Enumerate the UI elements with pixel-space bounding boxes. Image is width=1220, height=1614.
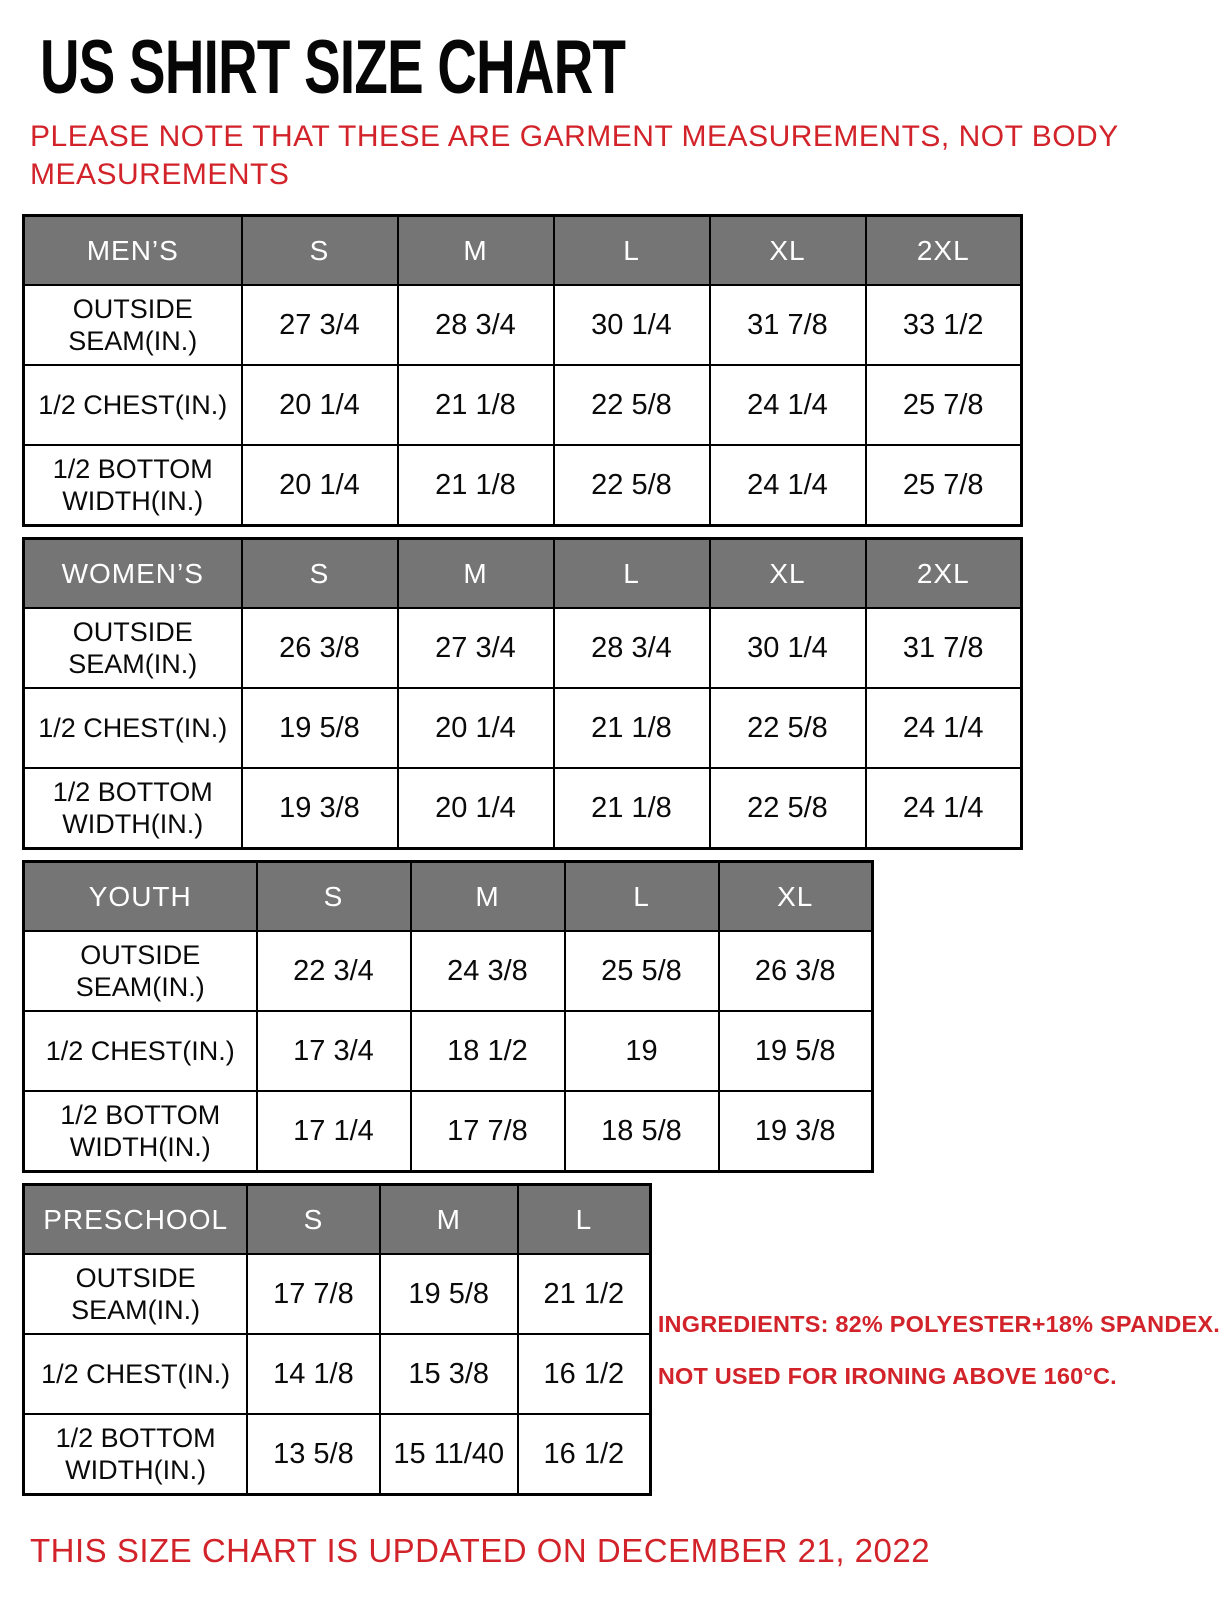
- value-cell: 20 1/4: [242, 365, 398, 445]
- size-header-women-s-l: L: [554, 538, 710, 608]
- row-label-cell: OUTSIDE SEAM(IN.): [24, 1254, 248, 1334]
- value-cell: 25 5/8: [565, 931, 719, 1011]
- table-row: [24, 285, 1022, 365]
- value-cell: 17 7/8: [247, 1254, 379, 1334]
- value-cell: 21 1/8: [398, 445, 554, 525]
- value-cell: 22 5/8: [554, 365, 710, 445]
- value-cell: 21 1/8: [554, 688, 710, 768]
- size-table-preschool: [22, 1183, 652, 1496]
- size-header-youth-l: L: [565, 861, 719, 931]
- table-row: [24, 1091, 873, 1171]
- table-row: [24, 1011, 873, 1091]
- row-label-cell: 1/2 BOTTOM WIDTH(IN.): [24, 445, 242, 525]
- table-row: [24, 365, 1022, 445]
- ingredients-line2: NOT USED FOR IRONING ABOVE 160°C.: [657, 1362, 1117, 1389]
- size-header-women-s-s: S: [242, 538, 398, 608]
- value-cell: 24 1/4: [866, 688, 1022, 768]
- value-cell: 19 3/8: [719, 1091, 873, 1171]
- value-cell: 19: [565, 1011, 719, 1091]
- value-cell: 26 3/8: [719, 931, 873, 1011]
- header-row-preschool: [24, 1184, 651, 1254]
- value-cell: 30 1/4: [554, 285, 710, 365]
- youth-table-slot: [22, 860, 1220, 1173]
- value-cell: 25 7/8: [866, 445, 1022, 525]
- row-label-cell: OUTSIDE SEAM(IN.): [24, 608, 242, 688]
- ingredients-line1: INGREDIENTS: 82% POLYESTER+18% SPANDEX.: [657, 1310, 1220, 1337]
- size-table-women-s: [22, 537, 1023, 850]
- value-cell: 24 1/4: [710, 365, 866, 445]
- preschool-table-slot: [22, 1183, 652, 1506]
- table-row: [24, 1254, 651, 1334]
- value-cell: 19 3/8: [242, 768, 398, 848]
- value-cell: 26 3/8: [242, 608, 398, 688]
- value-cell: 30 1/4: [710, 608, 866, 688]
- size-header-men-s-l: L: [554, 215, 710, 285]
- value-cell: 19 5/8: [380, 1254, 518, 1334]
- value-cell: 27 3/4: [398, 608, 554, 688]
- value-cell: 22 3/4: [257, 931, 411, 1011]
- value-cell: 16 1/2: [518, 1334, 650, 1414]
- value-cell: 20 1/4: [398, 688, 554, 768]
- group-header-women-s: WOMEN’S: [24, 538, 242, 608]
- group-header-men-s: MEN’S: [24, 215, 242, 285]
- value-cell: 19 5/8: [242, 688, 398, 768]
- header-row-youth: [24, 861, 873, 931]
- value-cell: 18 1/2: [411, 1011, 565, 1091]
- size-header-preschool-s: S: [247, 1184, 379, 1254]
- value-cell: 18 5/8: [565, 1091, 719, 1171]
- value-cell: 20 1/4: [398, 768, 554, 848]
- size-header-preschool-m: M: [380, 1184, 518, 1254]
- value-cell: 21 1/8: [554, 768, 710, 848]
- value-cell: 31 7/8: [710, 285, 866, 365]
- table-row: [24, 445, 1022, 525]
- row-label-cell: OUTSIDE SEAM(IN.): [24, 931, 257, 1011]
- header-row-men-s: [24, 215, 1022, 285]
- value-cell: 22 5/8: [710, 688, 866, 768]
- group-header-preschool: PRESCHOOL: [24, 1184, 248, 1254]
- value-cell: 16 1/2: [518, 1414, 650, 1494]
- value-cell: 28 3/4: [554, 608, 710, 688]
- table-row: [24, 768, 1022, 848]
- value-cell: 31 7/8: [866, 608, 1022, 688]
- row-label-cell: 1/2 CHEST(IN.): [24, 1011, 257, 1091]
- table-row: [24, 931, 873, 1011]
- value-cell: 24 1/4: [710, 445, 866, 525]
- size-header-women-s-2xl: 2XL: [866, 538, 1022, 608]
- value-cell: 15 3/8: [380, 1334, 518, 1414]
- row-label-cell: OUTSIDE SEAM(IN.): [24, 285, 242, 365]
- table-row: [24, 1414, 651, 1494]
- value-cell: 19 5/8: [719, 1011, 873, 1091]
- update-date-note: THIS SIZE CHART IS UPDATED ON DECEMBER 21, 2022: [30, 1531, 931, 1569]
- value-cell: 24 1/4: [866, 768, 1022, 848]
- value-cell: 22 5/8: [554, 445, 710, 525]
- value-cell: 33 1/2: [866, 285, 1022, 365]
- size-header-youth-m: M: [411, 861, 565, 931]
- value-cell: 13 5/8: [247, 1414, 379, 1494]
- value-cell: 21 1/8: [398, 365, 554, 445]
- value-cell: 22 5/8: [710, 768, 866, 848]
- preschool-row: [22, 1183, 1220, 1506]
- row-label-cell: 1/2 BOTTOM WIDTH(IN.): [24, 768, 242, 848]
- value-cell: 17 3/4: [257, 1011, 411, 1091]
- row-label-cell: 1/2 BOTTOM WIDTH(IN.): [24, 1414, 248, 1494]
- row-label-cell: 1/2 CHEST(IN.): [24, 1334, 248, 1414]
- table-row: [24, 608, 1022, 688]
- size-header-women-s-xl: XL: [710, 538, 866, 608]
- value-cell: 21 1/2: [518, 1254, 650, 1334]
- ingredients-note: [658, 1311, 1220, 1415]
- womens-table-slot: [22, 537, 1220, 850]
- size-header-women-s-m: M: [398, 538, 554, 608]
- table-row: [24, 688, 1022, 768]
- size-header-men-s-m: M: [398, 215, 554, 285]
- value-cell: 17 7/8: [411, 1091, 565, 1171]
- value-cell: 25 7/8: [866, 365, 1022, 445]
- size-table-men-s: [22, 214, 1023, 527]
- table-row: [24, 1334, 651, 1414]
- value-cell: 28 3/4: [398, 285, 554, 365]
- size-header-youth-s: S: [257, 861, 411, 931]
- size-header-men-s-2xl: 2XL: [866, 215, 1022, 285]
- size-header-youth-xl: XL: [719, 861, 873, 931]
- value-cell: 15 11/40: [380, 1414, 518, 1494]
- row-label-cell: 1/2 CHEST(IN.): [24, 688, 242, 768]
- value-cell: 17 1/4: [257, 1091, 411, 1171]
- size-header-preschool-l: L: [518, 1184, 650, 1254]
- page-title: US SHIRT SIZE CHART: [40, 25, 626, 110]
- row-label-cell: 1/2 BOTTOM WIDTH(IN.): [24, 1091, 257, 1171]
- value-cell: 20 1/4: [242, 445, 398, 525]
- value-cell: 14 1/8: [247, 1334, 379, 1414]
- header-row-women-s: [24, 538, 1022, 608]
- mens-table-slot: [22, 214, 1220, 527]
- size-header-men-s-s: S: [242, 215, 398, 285]
- size-header-men-s-xl: XL: [710, 215, 866, 285]
- row-label-cell: 1/2 CHEST(IN.): [24, 365, 242, 445]
- value-cell: 27 3/4: [242, 285, 398, 365]
- group-header-youth: YOUTH: [24, 861, 257, 931]
- garment-measurement-note: PLEASE NOTE THAT THESE ARE GARMENT MEASUREMENTS, NOT BODY MEASUREMENTS: [30, 119, 1119, 191]
- size-table-youth: [22, 860, 874, 1173]
- value-cell: 24 3/8: [411, 931, 565, 1011]
